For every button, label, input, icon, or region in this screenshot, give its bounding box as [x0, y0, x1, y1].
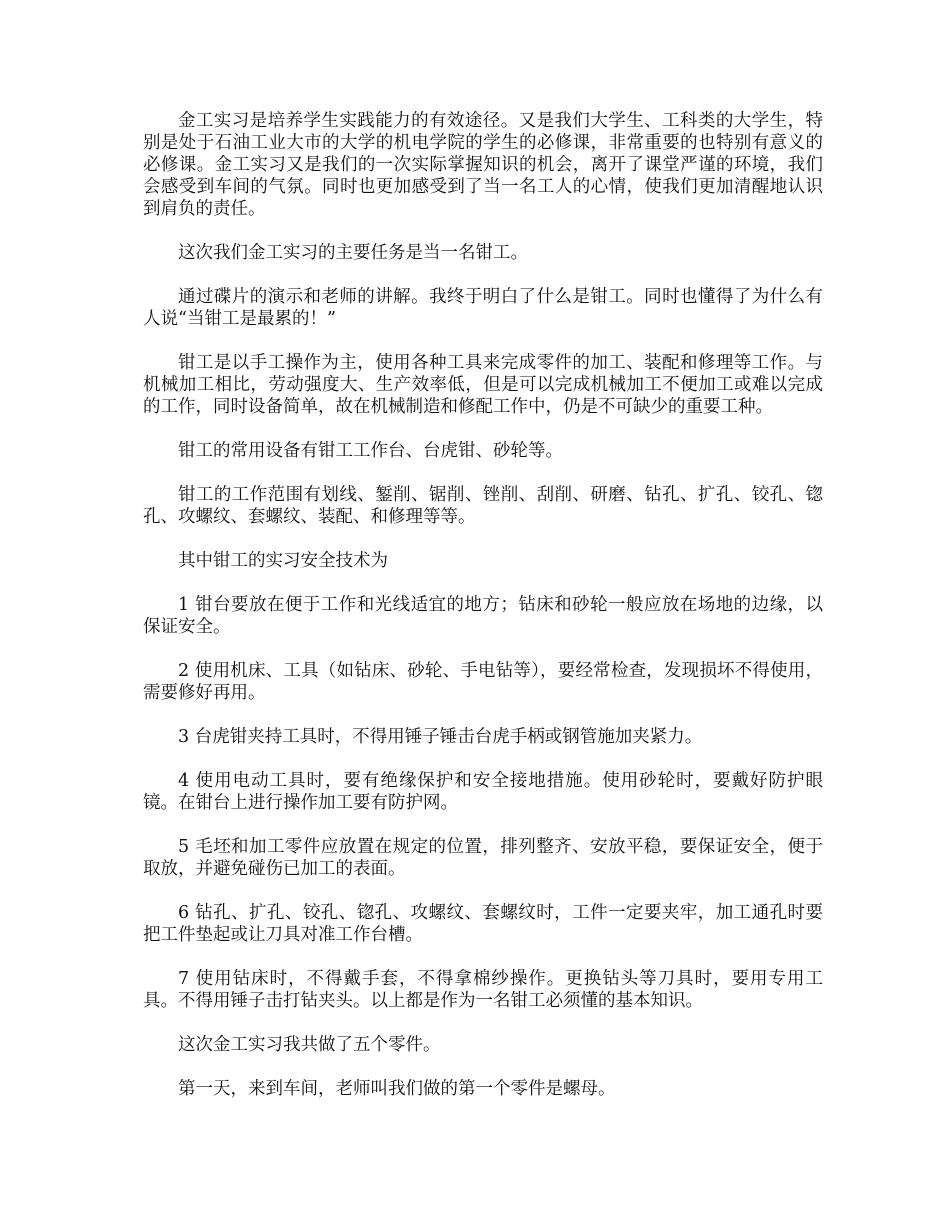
- paragraph-main-task: 这次我们金工实习的主要任务是当一名钳工。: [178, 243, 528, 263]
- paragraph-equipment: 钳工的常用设备有钳工工作台、台虎钳、砂轮等。: [178, 441, 563, 461]
- paragraph-work-scope: 钳工的工作范围有划线、錾削、锯削、锉削、刮削、研磨、钻孔、扩孔、铰孔、锪孔、攻螺纹、套螺纹、装配、和修理等等。: [143, 485, 823, 527]
- paragraph-parts-count: 这次金工实习我共做了五个零件。: [178, 1035, 441, 1055]
- safety-rule-3: 3 台虎钳夹持工具时，不得用锤子锤击台虎手柄或钢管施加夹紧力。: [178, 727, 703, 747]
- paragraph-fitter-definition: 钳工是以手工操作为主，使用各种工具来完成零件的加工、装配和修理等工作。与机械加工相比，劳动强度大、生产效率低，但是可以完成机械加工不便加工或难以完成的工作，同时设备简单，故在机械制造和修配工作中，仍是不可缺少的重要工种。: [143, 353, 823, 417]
- paragraph-demo: 通过碟片的演示和老师的讲解。我终于明白了什么是钳工。同时也懂得了为什么有人说“当钳工是最累的！”: [143, 287, 823, 329]
- safety-rule-6: 6 钻孔、扩孔、铰孔、锪孔、攻螺纹、套螺纹时，工件一定要夹牢，加工通孔时要把工件垫起或让刀具对准工作台槽。: [143, 903, 823, 945]
- paragraph-intro: 金工实习是培养学生实践能力的有效途径。又是我们大学生、工科类的大学生，特别是处于石油工业大市的大学的机电学院的学生的必修课，非常重要的也特别有意义的必修课。金工实习又是我们的一次实际掌握知识的机会，离开了课堂严谨的环境，我们会感受到车间的气氛。同时也更加感受到了当一名工人的心情，使我们更加清醒地认识到肩负的责任。: [143, 111, 823, 219]
- safety-rule-2: 2 使用机床、工具（如钻床、砂轮、手电钻等），要经常检查，发现损坏不得使用，需要修好再用。: [143, 661, 823, 703]
- paragraph-safety-heading: 其中钳工的实习安全技术为: [178, 551, 388, 571]
- safety-rule-4: 4 使用电动工具时，要有绝缘保护和安全接地措施。使用砂轮时，要戴好防护眼镜。在钳台上进行操作加工要有防护网。: [143, 771, 823, 813]
- paragraph-first-day: 第一天，来到车间，老师叫我们做的第一个零件是螺母。: [178, 1079, 616, 1099]
- safety-rule-1: 1 钳台要放在便于工作和光线适宜的地方；钻床和砂轮一般应放在场地的边缘，以保证安全。: [143, 595, 823, 637]
- document-body: [143, 110, 823, 1122]
- safety-rule-7: 7 使用钻床时，不得戴手套，不得拿棉纱操作。更换钻头等刀具时，要用专用工具。不得用锤子击打钻夹头。以上都是作为一名钳工必须懂的基本知识。: [143, 969, 823, 1011]
- safety-rule-5: 5 毛坯和加工零件应放置在规定的位置，排列整齐、安放平稳，要保证安全，便于取放，并避免碰伤已加工的表面。: [143, 837, 823, 879]
